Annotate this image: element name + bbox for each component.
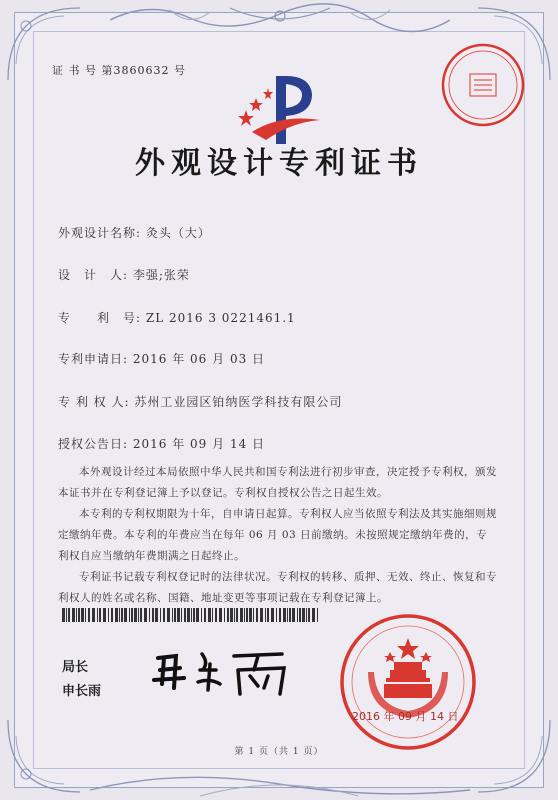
- page-number: 第 1 页（共 1 页）: [234, 747, 324, 757]
- director-title: 局长: [62, 660, 89, 675]
- certificate-body: [58, 462, 498, 609]
- bottom-ornament: [0, 760, 558, 800]
- seal-date: 2016 年 09 月 14 日: [352, 710, 459, 723]
- grant-date-label: 授权公告日:: [58, 437, 129, 451]
- field-filing-date: [58, 350, 265, 367]
- field-grant-date: [58, 435, 265, 452]
- field-design-name: [58, 224, 211, 241]
- body-paragraph-1: 本外观设计经过本局依照中华人民共和国专利法进行初步审查，决定授予专利权，颁发本证书并在专利登记簿上予以登记。专利权自授权公告之日起生效。: [58, 466, 497, 499]
- patentee-value: 苏州工业园区铂纳医学科技有限公司: [134, 395, 343, 409]
- director-signature: [150, 640, 300, 700]
- field-patent-number: [58, 309, 296, 326]
- field-patentee: [58, 393, 342, 410]
- grant-date-value: 2016 年 09 月 14 日: [132, 437, 266, 451]
- director-name: 申长雨: [62, 684, 102, 699]
- top-ornament: [110, 0, 450, 40]
- patent-number-value: ZL 2016 3 0221461.1: [145, 311, 296, 325]
- patent-number-label: 专 利 号:: [58, 311, 142, 325]
- small-red-seal: [438, 40, 528, 130]
- certificate-title: 外观设计专利证书: [135, 146, 423, 181]
- filing-date-label: 专利申请日:: [58, 352, 129, 366]
- designer-label: 设 计 人:: [58, 268, 129, 282]
- design-name-value: 灸头（大）: [145, 226, 211, 240]
- body-paragraph-2: 本专利的专利权期限为十年，自申请日起算。专利权人应当依照专利法及其实施细则规定缴纳年费。本专利的年费应当在每年 06 月 03 日前缴纳。未按照规定缴纳年费的，专利权自应当缴纳年费期满之日起终止。: [58, 508, 497, 562]
- patentee-label: 专 利 权 人:: [58, 395, 130, 409]
- designer-value: 李强;张荣: [132, 268, 190, 282]
- barcode: [62, 608, 322, 622]
- filing-date-value: 2016 年 06 月 03 日: [132, 352, 266, 366]
- certificate-number: 证 书 号 第3860632 号: [52, 64, 186, 77]
- design-name-label: 外观设计名称:: [58, 226, 142, 240]
- field-designer: [58, 266, 190, 283]
- official-red-seal: [338, 612, 478, 752]
- body-paragraph-3: 专利证书记载专利权登记时的法律状况。专利权的转移、质押、无效、终止、恢复和专利权人的姓名或名称、国籍、地址变更等事项记载在专利登记簿上。: [58, 571, 497, 604]
